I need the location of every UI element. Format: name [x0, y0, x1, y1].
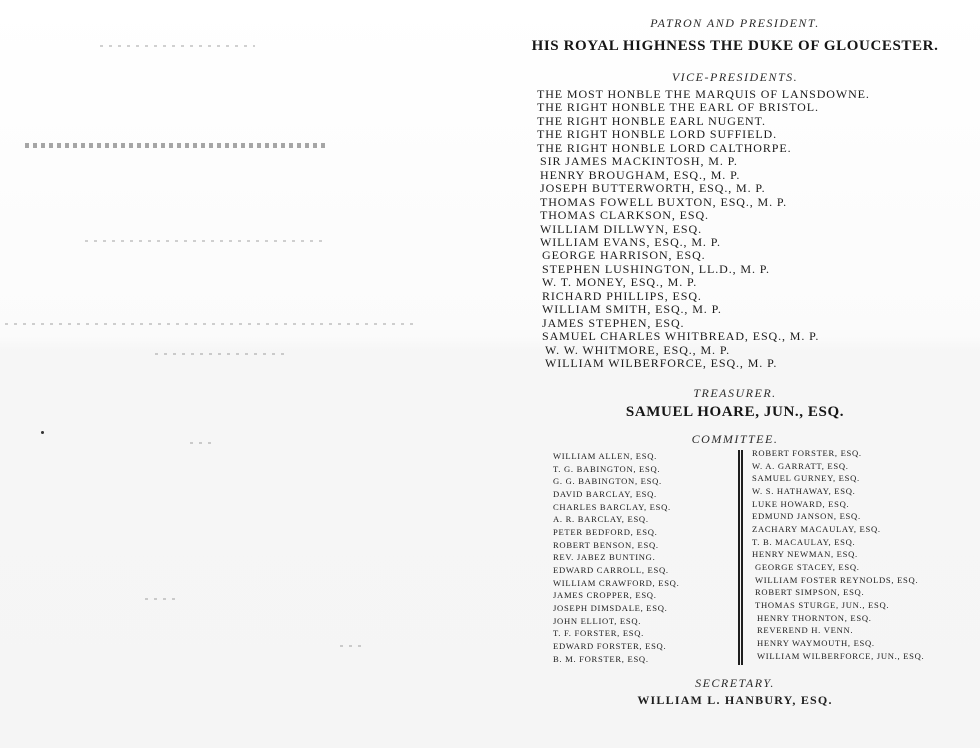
list-item: A. R. BARCLAY, ESQ.: [553, 514, 649, 525]
list-item: HENRY BROUGHAM, ESQ., M. P.: [540, 167, 741, 182]
vice-presidents-list: [537, 88, 967, 371]
bleed-mark: [340, 645, 365, 647]
list-item: T. B. MACAULAY, ESQ.: [752, 536, 856, 547]
list-item: LUKE HOWARD, ESQ.: [752, 498, 850, 509]
ink-speck: [41, 431, 44, 434]
bleed-mark: [5, 323, 415, 325]
bleed-mark: [145, 598, 175, 600]
list-item: JOSEPH BUTTERWORTH, ESQ., M. P.: [540, 181, 766, 196]
list-item: HENRY WAYMOUTH, ESQ.: [757, 637, 875, 648]
list-item: W. W. WHITMORE, ESQ., M. P.: [545, 342, 730, 357]
list-item: JOHN ELLIOT, ESQ.: [553, 615, 642, 626]
list-item: WILLIAM CRAWFORD, ESQ.: [553, 577, 680, 588]
list-item: THE RIGHT HONBLE EARL NUGENT.: [537, 113, 766, 128]
list-item: JAMES CROPPER, ESQ.: [553, 590, 657, 601]
list-item: ROBERT FORSTER, ESQ.: [752, 448, 862, 458]
committee-list-right: [752, 447, 924, 662]
list-item: RICHARD PHILLIPS, ESQ.: [542, 288, 702, 303]
list-item: THE RIGHT HONBLE LORD CALTHORPE.: [537, 140, 792, 155]
list-item: PETER BEDFORD, ESQ.: [553, 526, 658, 537]
column-divider: [738, 450, 743, 665]
list-item: ROBERT BENSON, ESQ.: [553, 539, 659, 550]
list-item: EDWARD CARROLL, ESQ.: [553, 564, 669, 575]
list-item: SIR JAMES MACKINTOSH, M. P.: [540, 154, 738, 169]
vice-presidents-heading: VICE-PRESIDENTS.: [671, 70, 799, 84]
patron-name: HIS ROYAL HIGHNESS THE DUKE OF GLOUCESTER.: [531, 38, 939, 54]
list-item: B. M. FORSTER, ESQ.: [553, 653, 649, 664]
list-item: HENRY NEWMAN, ESQ.: [752, 549, 858, 560]
right-page: [500, 0, 970, 748]
list-item: DAVID BARCLAY, ESQ.: [553, 488, 657, 499]
list-item: T. G. BABINGTON, ESQ.: [553, 463, 661, 474]
list-item: WILLIAM EVANS, ESQ., M. P.: [540, 234, 721, 249]
committee-list-left: [553, 450, 679, 665]
list-item: W. T. MONEY, ESQ., M. P.: [542, 275, 698, 290]
patron-heading: PATRON AND PRESIDENT.: [650, 16, 820, 30]
list-item: G. G. BABINGTON, ESQ.: [553, 476, 662, 487]
list-item: SAMUEL CHARLES WHITBREAD, ESQ., M. P.: [542, 329, 820, 344]
list-item: THOMAS CLARKSON, ESQ.: [540, 208, 709, 223]
list-item: GEORGE HARRISON, ESQ.: [542, 248, 706, 263]
list-item: WILLIAM WILBERFORCE, JUN., ESQ.: [757, 650, 925, 661]
committee-heading: COMMITTEE.: [691, 432, 779, 446]
list-item: GEORGE STACEY, ESQ.: [755, 561, 860, 572]
list-item: THE RIGHT HONBLE LORD SUFFIELD.: [537, 127, 778, 142]
list-item: T. F. FORSTER, ESQ.: [553, 628, 645, 639]
list-item: EDMUND JANSON, ESQ.: [752, 511, 861, 522]
list-item: REV. JABEZ BUNTING.: [553, 552, 656, 563]
bleed-mark: [100, 45, 255, 47]
list-item: W. A. GARRATT, ESQ.: [752, 460, 849, 471]
bleed-mark: [85, 240, 325, 242]
list-item: STEPHEN LUSHINGTON, LL.D., M. P.: [542, 261, 770, 276]
list-item: THE RIGHT HONBLE THE EARL OF BRISTOL.: [537, 100, 819, 115]
list-item: THOMAS STURGE, JUN., ESQ.: [755, 599, 890, 610]
secretary-name: WILLIAM L. HANBURY, ESQ.: [637, 693, 833, 707]
bleed-mark: [25, 143, 325, 148]
list-item: JOSEPH DIMSDALE, ESQ.: [553, 602, 668, 613]
treasurer-name: SAMUEL HOARE, JUN., ESQ.: [625, 404, 845, 420]
list-item: THE MOST HONBLE THE MARQUIS OF LANSDOWNE.: [537, 87, 870, 101]
list-item: WILLIAM WILBERFORCE, ESQ., M. P.: [545, 356, 778, 371]
secretary-heading: SECRETARY.: [695, 676, 775, 690]
list-item: HENRY THORNTON, ESQ.: [757, 612, 872, 623]
list-item: W. S. HATHAWAY, ESQ.: [752, 485, 856, 496]
list-item: WILLIAM SMITH, ESQ., M. P.: [542, 302, 722, 317]
treasurer-heading: TREASURER.: [693, 386, 777, 400]
bleed-mark: [155, 353, 290, 355]
list-item: WILLIAM ALLEN, ESQ.: [553, 451, 657, 461]
list-item: CHARLES BARCLAY, ESQ.: [553, 501, 671, 512]
list-item: THOMAS FOWELL BUXTON, ESQ., M. P.: [540, 194, 788, 209]
bleed-mark: [190, 442, 215, 444]
list-item: WILLIAM DILLWYN, ESQ.: [540, 221, 702, 236]
list-item: JAMES STEPHEN, ESQ.: [542, 315, 685, 330]
list-item: EDWARD FORSTER, ESQ.: [553, 640, 667, 651]
list-item: ROBERT SIMPSON, ESQ.: [755, 587, 865, 598]
list-item: REVEREND H. VENN.: [757, 625, 854, 636]
list-item: ZACHARY MACAULAY, ESQ.: [752, 523, 881, 534]
list-item: WILLIAM FOSTER REYNOLDS, ESQ.: [755, 574, 919, 585]
list-item: SAMUEL GURNEY, ESQ.: [752, 473, 860, 484]
